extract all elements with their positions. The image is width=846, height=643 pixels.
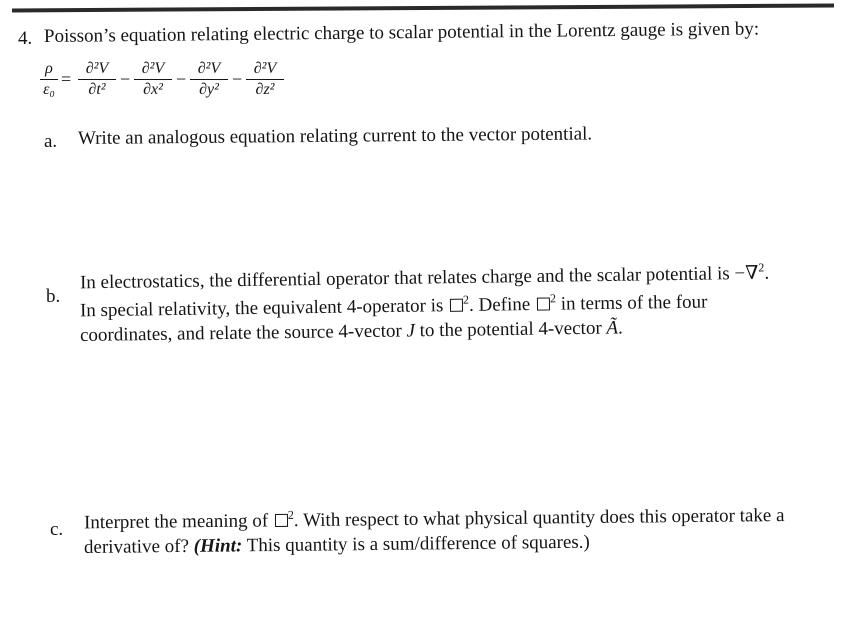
term-z: ∂²V ∂z² <box>246 60 284 99</box>
question-number: 4. <box>18 28 33 49</box>
question-text: Poisson’s equation relating electric charge to scalar potential in the Lorentz gauge is given by: <box>43 18 760 47</box>
dalembertian-box-icon <box>537 298 550 311</box>
term-x: ∂²V ∂x² <box>134 60 172 99</box>
dalembertian-box-icon <box>450 299 463 312</box>
part-a-text: Write an analogous equation relating current to the vector potential. <box>77 123 593 149</box>
term-t: ∂²V ∂t² <box>78 60 116 99</box>
part-b-line-2: In special relativity, the equivalent 4-operator is $^2$. Define $^2$ in terms of the four <box>79 291 708 322</box>
minus-sign: − <box>232 69 243 89</box>
part-a-label: a. <box>44 131 58 152</box>
part-b-line-1: In electrostatics, the differential operator that relates charge and the scalar potential is −∇$^2$. <box>79 260 770 294</box>
minus-sign: − <box>120 69 131 89</box>
equals-sign: = <box>61 69 72 89</box>
dalembertian-box-icon <box>275 514 288 527</box>
minus-sign: − <box>176 69 187 89</box>
part-c-line-2: derivative of? (Hint: This quantity is a sum/difference of squares.) <box>83 531 590 558</box>
lhs-fraction <box>40 60 58 99</box>
term-y: ∂²V ∂y² <box>190 60 228 99</box>
top-rule <box>12 3 834 12</box>
lhs-denominator: ε₀ <box>43 81 55 99</box>
part-c-line-1: Interpret the meaning of $^2$. With respect to what physical quantity does this operator take a <box>83 504 785 534</box>
lhs-numerator: ρ <box>45 60 53 77</box>
part-b-line-3: coordinates, and relate the source 4-vector J to the potential 4-vector Ã. <box>79 317 623 346</box>
part-c-label: c. <box>50 519 64 540</box>
part-b-label: b. <box>46 286 61 307</box>
